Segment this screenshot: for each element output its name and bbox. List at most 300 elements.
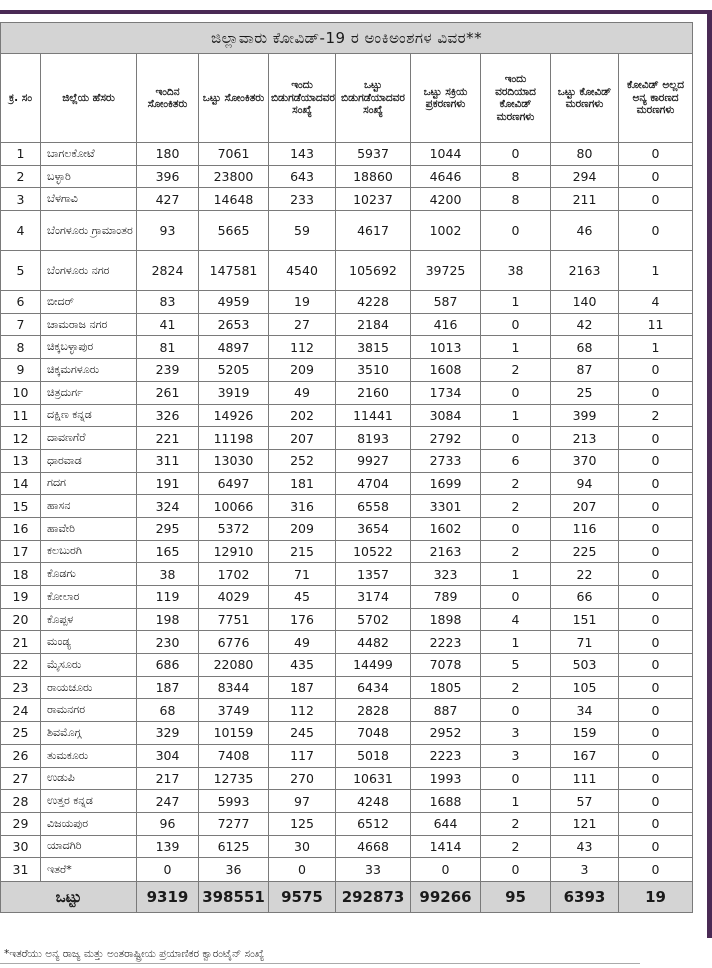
table-body <box>1 143 693 882</box>
value-cell: 3815 <box>336 336 411 359</box>
serial-cell: 24 <box>1 699 41 722</box>
value-cell: 0 <box>137 858 199 882</box>
value-cell: 3084 <box>411 404 481 427</box>
value-cell: 4029 <box>199 586 269 609</box>
value-cell: 143 <box>269 143 336 166</box>
district-name-cell: ತುಮಕೂರು <box>41 744 137 767</box>
value-cell: 187 <box>137 676 199 699</box>
value-cell: 68 <box>551 336 619 359</box>
value-cell: 96 <box>137 812 199 835</box>
district-name-cell: ಹಾಸನ <box>41 495 137 518</box>
value-cell: 1 <box>481 790 551 813</box>
value-cell: 0 <box>619 722 693 745</box>
value-cell: 0 <box>619 586 693 609</box>
column-header: ಇಂದು ಬಿಡುಗಡೆಯಾದವರ ಸಂಖ್ಯೆ <box>269 54 336 143</box>
value-cell: 209 <box>269 517 336 540</box>
value-cell: 0 <box>481 767 551 790</box>
district-name-cell: ಧಾರವಾಡ <box>41 449 137 472</box>
value-cell: 0 <box>619 381 693 404</box>
value-cell: 1702 <box>199 563 269 586</box>
value-cell: 1602 <box>411 517 481 540</box>
value-cell: 3174 <box>336 586 411 609</box>
value-cell: 68 <box>137 699 199 722</box>
district-name-cell: ಬೆಂಗಳೂರು ಗ್ರಾಮಾಂತರ <box>41 211 137 251</box>
value-cell: 1044 <box>411 143 481 166</box>
district-name-cell: ಬಳ್ಳಾರಿ <box>41 165 137 188</box>
value-cell: 139 <box>137 835 199 858</box>
value-cell: 247 <box>137 790 199 813</box>
value-cell: 111 <box>551 767 619 790</box>
value-cell: 59 <box>269 211 336 251</box>
value-cell: 2828 <box>336 699 411 722</box>
table-row <box>1 631 693 654</box>
value-cell: 6497 <box>199 472 269 495</box>
total-value-cell: 19 <box>619 882 693 913</box>
district-name-cell: ಮಂಡ್ಯ <box>41 631 137 654</box>
district-name-cell: ಬೀದರ್ <box>41 291 137 314</box>
value-cell: 1357 <box>336 563 411 586</box>
value-cell: 2 <box>481 359 551 382</box>
value-cell: 13030 <box>199 449 269 472</box>
value-cell: 117 <box>269 744 336 767</box>
value-cell: 2952 <box>411 722 481 745</box>
value-cell: 0 <box>619 835 693 858</box>
value-cell: 83 <box>137 291 199 314</box>
value-cell: 0 <box>619 472 693 495</box>
value-cell: 1002 <box>411 211 481 251</box>
serial-cell: 29 <box>1 812 41 835</box>
serial-cell: 11 <box>1 404 41 427</box>
value-cell: 112 <box>269 699 336 722</box>
table-row <box>1 540 693 563</box>
serial-cell: 8 <box>1 336 41 359</box>
serial-cell: 31 <box>1 858 41 882</box>
total-row <box>1 882 693 913</box>
value-cell: 4959 <box>199 291 269 314</box>
value-cell: 49 <box>269 381 336 404</box>
value-cell: 71 <box>551 631 619 654</box>
value-cell: 27 <box>269 313 336 336</box>
value-cell: 33 <box>336 858 411 882</box>
value-cell: 0 <box>619 517 693 540</box>
value-cell: 187 <box>269 676 336 699</box>
district-name-cell: ಕಲಬುರಗಿ <box>41 540 137 563</box>
value-cell: 14926 <box>199 404 269 427</box>
table-row <box>1 165 693 188</box>
district-name-cell: ಇತರೆ* <box>41 858 137 882</box>
value-cell: 167 <box>551 744 619 767</box>
value-cell: 3654 <box>336 517 411 540</box>
serial-cell: 28 <box>1 790 41 813</box>
value-cell: 5993 <box>199 790 269 813</box>
value-cell: 97 <box>269 790 336 813</box>
value-cell: 4 <box>619 291 693 314</box>
table-row <box>1 313 693 336</box>
district-name-cell: ಉಡುಪಿ <box>41 767 137 790</box>
value-cell: 789 <box>411 586 481 609</box>
value-cell: 140 <box>551 291 619 314</box>
serial-cell: 30 <box>1 835 41 858</box>
value-cell: 71 <box>269 563 336 586</box>
serial-cell: 3 <box>1 188 41 211</box>
value-cell: 2 <box>481 812 551 835</box>
value-cell: 119 <box>137 586 199 609</box>
column-header: ಒಟ್ಟು ಕೋವಿಡ್ ಮರಣಗಳು <box>551 54 619 143</box>
serial-cell: 27 <box>1 767 41 790</box>
serial-cell: 25 <box>1 722 41 745</box>
district-name-cell: ಬಾಗಲಕೋಟೆ <box>41 143 137 166</box>
value-cell: 239 <box>137 359 199 382</box>
value-cell: 7751 <box>199 608 269 631</box>
value-cell: 2 <box>481 472 551 495</box>
serial-cell: 23 <box>1 676 41 699</box>
value-cell: 270 <box>269 767 336 790</box>
value-cell: 396 <box>137 165 199 188</box>
value-cell: 151 <box>551 608 619 631</box>
column-header: ಒಟ್ಟು ಸೋಂಕಿತರು <box>199 54 269 143</box>
value-cell: 0 <box>619 143 693 166</box>
serial-cell: 7 <box>1 313 41 336</box>
district-name-cell: ಗದಗ <box>41 472 137 495</box>
value-cell: 46 <box>551 211 619 251</box>
value-cell: 116 <box>551 517 619 540</box>
value-cell: 4482 <box>336 631 411 654</box>
value-cell: 221 <box>137 427 199 450</box>
value-cell: 30 <box>269 835 336 858</box>
serial-cell: 10 <box>1 381 41 404</box>
value-cell: 370 <box>551 449 619 472</box>
serial-cell: 2 <box>1 165 41 188</box>
value-cell: 0 <box>481 517 551 540</box>
value-cell: 887 <box>411 699 481 722</box>
value-cell: 36 <box>199 858 269 882</box>
table-row <box>1 722 693 745</box>
value-cell: 0 <box>619 449 693 472</box>
value-cell: 49 <box>269 631 336 654</box>
value-cell: 10522 <box>336 540 411 563</box>
value-cell: 147581 <box>199 251 269 291</box>
value-cell: 7048 <box>336 722 411 745</box>
value-cell: 25 <box>551 381 619 404</box>
value-cell: 66 <box>551 586 619 609</box>
value-cell: 165 <box>137 540 199 563</box>
value-cell: 2223 <box>411 744 481 767</box>
table-row <box>1 699 693 722</box>
total-value-cell: 292873 <box>336 882 411 913</box>
table-row <box>1 608 693 631</box>
page-top-border <box>0 0 712 16</box>
district-name-cell: ಕೊಡಗು <box>41 563 137 586</box>
value-cell: 10631 <box>336 767 411 790</box>
value-cell: 0 <box>619 211 693 251</box>
value-cell: 3919 <box>199 381 269 404</box>
value-cell: 4200 <box>411 188 481 211</box>
value-cell: 233 <box>269 188 336 211</box>
value-cell: 0 <box>619 188 693 211</box>
value-cell: 112 <box>269 336 336 359</box>
total-value-cell: 95 <box>481 882 551 913</box>
value-cell: 8193 <box>336 427 411 450</box>
table-row <box>1 427 693 450</box>
table-row <box>1 744 693 767</box>
value-cell: 80 <box>551 143 619 166</box>
value-cell: 19 <box>269 291 336 314</box>
value-cell: 0 <box>481 313 551 336</box>
district-name-cell: ಹಾವೇರಿ <box>41 517 137 540</box>
footnote: *ಇತರೆಯು ಅನ್ಯ ರಾಜ್ಯ ಮತ್ತು ಅಂತರಾಷ್ಟ್ರೀಯ ಪ್ರಯಾಣಿಕರ ಕ್ವಾರಂಟೈನ್ ಸಂಖ್ಯೆ <box>4 948 265 960</box>
district-name-cell: ಬೆಳಗಾವಿ <box>41 188 137 211</box>
district-name-cell: ಉತ್ತರ ಕನ್ನಡ <box>41 790 137 813</box>
value-cell: 5205 <box>199 359 269 382</box>
value-cell: 1 <box>481 631 551 654</box>
value-cell: 38 <box>481 251 551 291</box>
value-cell: 22 <box>551 563 619 586</box>
value-cell: 93 <box>137 211 199 251</box>
value-cell: 2 <box>481 495 551 518</box>
value-cell: 3749 <box>199 699 269 722</box>
value-cell: 4248 <box>336 790 411 813</box>
serial-cell: 15 <box>1 495 41 518</box>
value-cell: 11441 <box>336 404 411 427</box>
value-cell: 3510 <box>336 359 411 382</box>
value-cell: 4646 <box>411 165 481 188</box>
value-cell: 1 <box>481 291 551 314</box>
column-header: ಒಟ್ಟು ಬಿಡುಗಡೆಯಾದವರ ಸಂಖ್ಯೆ <box>336 54 411 143</box>
value-cell: 217 <box>137 767 199 790</box>
value-cell: 230 <box>137 631 199 654</box>
value-cell: 427 <box>137 188 199 211</box>
district-name-cell: ಕೋಲಾರ <box>41 586 137 609</box>
serial-cell: 1 <box>1 143 41 166</box>
value-cell: 215 <box>269 540 336 563</box>
value-cell: 324 <box>137 495 199 518</box>
value-cell: 326 <box>137 404 199 427</box>
value-cell: 41 <box>137 313 199 336</box>
value-cell: 10066 <box>199 495 269 518</box>
district-covid-table <box>0 22 693 913</box>
value-cell: 2792 <box>411 427 481 450</box>
value-cell: 2653 <box>199 313 269 336</box>
district-name-cell: ಶಿವಮೊಗ್ಗ <box>41 722 137 745</box>
serial-cell: 9 <box>1 359 41 382</box>
value-cell: 587 <box>411 291 481 314</box>
value-cell: 1805 <box>411 676 481 699</box>
value-cell: 261 <box>137 381 199 404</box>
value-cell: 1 <box>481 404 551 427</box>
value-cell: 2 <box>481 540 551 563</box>
value-cell: 22080 <box>199 654 269 677</box>
value-cell: 3301 <box>411 495 481 518</box>
value-cell: 435 <box>269 654 336 677</box>
value-cell: 7061 <box>199 143 269 166</box>
table-row <box>1 449 693 472</box>
column-header: ಇಂದು ವರದಿಯಾದ ಕೋವಿಡ್ ಮರಣಗಳು <box>481 54 551 143</box>
total-value-cell: 398551 <box>199 882 269 913</box>
serial-cell: 6 <box>1 291 41 314</box>
value-cell: 0 <box>619 608 693 631</box>
value-cell: 2 <box>481 835 551 858</box>
value-cell: 0 <box>481 211 551 251</box>
value-cell: 2 <box>619 404 693 427</box>
value-cell: 87 <box>551 359 619 382</box>
table-row <box>1 251 693 291</box>
value-cell: 121 <box>551 812 619 835</box>
value-cell: 2824 <box>137 251 199 291</box>
value-cell: 7408 <box>199 744 269 767</box>
value-cell: 294 <box>551 165 619 188</box>
value-cell: 0 <box>481 586 551 609</box>
value-cell: 4704 <box>336 472 411 495</box>
value-cell: 686 <box>137 654 199 677</box>
value-cell: 1993 <box>411 767 481 790</box>
value-cell: 9927 <box>336 449 411 472</box>
value-cell: 0 <box>619 165 693 188</box>
district-name-cell: ಚಿಕ್ಕಮಗಳೂರು <box>41 359 137 382</box>
total-value-cell: 9319 <box>137 882 199 913</box>
district-name-cell: ಚಿಕ್ಕಬಳ್ಳಾಪುರ <box>41 336 137 359</box>
value-cell: 0 <box>481 699 551 722</box>
value-cell: 503 <box>551 654 619 677</box>
value-cell: 245 <box>269 722 336 745</box>
serial-cell: 5 <box>1 251 41 291</box>
value-cell: 23800 <box>199 165 269 188</box>
value-cell: 4540 <box>269 251 336 291</box>
value-cell: 14499 <box>336 654 411 677</box>
serial-cell: 20 <box>1 608 41 631</box>
serial-cell: 14 <box>1 472 41 495</box>
value-cell: 0 <box>619 812 693 835</box>
table-row <box>1 812 693 835</box>
serial-cell: 26 <box>1 744 41 767</box>
value-cell: 2 <box>481 676 551 699</box>
value-cell: 211 <box>551 188 619 211</box>
value-cell: 81 <box>137 336 199 359</box>
table-row <box>1 563 693 586</box>
value-cell: 34 <box>551 699 619 722</box>
district-name-cell: ಚಿತ್ರದುರ್ಗ <box>41 381 137 404</box>
district-name-cell: ರಾಮನಗರ <box>41 699 137 722</box>
value-cell: 5018 <box>336 744 411 767</box>
value-cell: 0 <box>619 427 693 450</box>
table-row <box>1 359 693 382</box>
table-row <box>1 835 693 858</box>
value-cell: 94 <box>551 472 619 495</box>
serial-cell: 12 <box>1 427 41 450</box>
value-cell: 159 <box>551 722 619 745</box>
table-row <box>1 676 693 699</box>
footnote-underline <box>0 963 640 964</box>
value-cell: 0 <box>481 143 551 166</box>
value-cell: 6558 <box>336 495 411 518</box>
table-row <box>1 143 693 166</box>
value-cell: 1898 <box>411 608 481 631</box>
value-cell: 8344 <box>199 676 269 699</box>
value-cell: 2160 <box>336 381 411 404</box>
value-cell: 6434 <box>336 676 411 699</box>
value-cell: 295 <box>137 517 199 540</box>
value-cell: 0 <box>481 858 551 882</box>
value-cell: 202 <box>269 404 336 427</box>
table-row <box>1 291 693 314</box>
value-cell: 5 <box>481 654 551 677</box>
table-row <box>1 472 693 495</box>
value-cell: 316 <box>269 495 336 518</box>
value-cell: 1 <box>619 336 693 359</box>
value-cell: 1608 <box>411 359 481 382</box>
value-cell: 42 <box>551 313 619 336</box>
value-cell: 7277 <box>199 812 269 835</box>
table-row <box>1 654 693 677</box>
value-cell: 1414 <box>411 835 481 858</box>
serial-cell: 13 <box>1 449 41 472</box>
value-cell: 180 <box>137 143 199 166</box>
value-cell: 1734 <box>411 381 481 404</box>
value-cell: 0 <box>619 676 693 699</box>
value-cell: 207 <box>269 427 336 450</box>
district-name-cell: ಚಾಮರಾಜ ನಗರ <box>41 313 137 336</box>
district-name-cell: ದಾವಣಗೆರೆ <box>41 427 137 450</box>
value-cell: 2163 <box>411 540 481 563</box>
value-cell: 0 <box>269 858 336 882</box>
value-cell: 0 <box>619 495 693 518</box>
value-cell: 416 <box>411 313 481 336</box>
table-row <box>1 586 693 609</box>
value-cell: 3 <box>481 744 551 767</box>
value-cell: 38 <box>137 563 199 586</box>
table-row <box>1 404 693 427</box>
value-cell: 181 <box>269 472 336 495</box>
district-name-cell: ವಿಜಯಪುರ <box>41 812 137 835</box>
table-row <box>1 858 693 882</box>
table-row <box>1 517 693 540</box>
value-cell: 105 <box>551 676 619 699</box>
value-cell: 14648 <box>199 188 269 211</box>
value-cell: 4897 <box>199 336 269 359</box>
value-cell: 311 <box>137 449 199 472</box>
value-cell: 6 <box>481 449 551 472</box>
serial-cell: 4 <box>1 211 41 251</box>
value-cell: 0 <box>619 540 693 563</box>
value-cell: 57 <box>551 790 619 813</box>
value-cell: 2223 <box>411 631 481 654</box>
table-title: ಜಿಲ್ಲಾವಾರು ಕೋವಿಡ್-19 ರ ಅಂಕಿಅಂಶಗಳ ವಿವರ** <box>1 23 693 54</box>
table-row <box>1 211 693 251</box>
value-cell: 304 <box>137 744 199 767</box>
value-cell: 18860 <box>336 165 411 188</box>
value-cell: 5372 <box>199 517 269 540</box>
value-cell: 6512 <box>336 812 411 835</box>
value-cell: 0 <box>619 654 693 677</box>
column-header: ಇಂದಿನ ಸೋಂಕಿತರು <box>137 54 199 143</box>
value-cell: 176 <box>269 608 336 631</box>
value-cell: 644 <box>411 812 481 835</box>
value-cell: 5937 <box>336 143 411 166</box>
value-cell: 4 <box>481 608 551 631</box>
value-cell: 6776 <box>199 631 269 654</box>
header-row <box>1 54 693 143</box>
total-value-cell: 99266 <box>411 882 481 913</box>
value-cell: 105692 <box>336 251 411 291</box>
serial-cell: 19 <box>1 586 41 609</box>
serial-cell: 21 <box>1 631 41 654</box>
value-cell: 2184 <box>336 313 411 336</box>
value-cell: 1013 <box>411 336 481 359</box>
value-cell: 0 <box>619 699 693 722</box>
district-name-cell: ಯಾದಗಿರಿ <box>41 835 137 858</box>
value-cell: 198 <box>137 608 199 631</box>
value-cell: 0 <box>411 858 481 882</box>
value-cell: 3 <box>551 858 619 882</box>
